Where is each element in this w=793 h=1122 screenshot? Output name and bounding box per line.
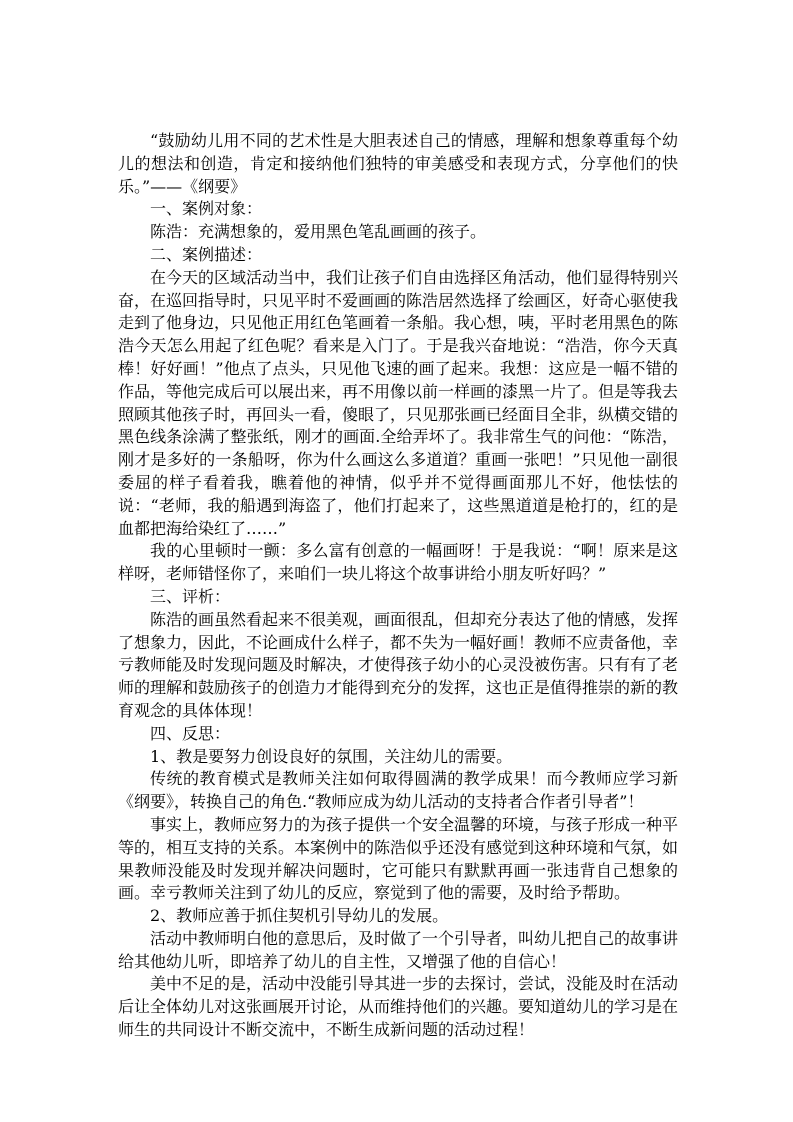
heading-analysis: 三、评析： <box>150 586 231 606</box>
heading-reflection: 四、反思： <box>150 723 231 743</box>
case-response-paragraph: 我的心里顿时一颤：多么富有创意的一幅画呀！于是我说：“啊！原来是这样呀，老师错怪你了，来咱们一块儿将这个故事讲给小朋友听好吗？” <box>118 541 678 584</box>
heading-case-subject: 一、案例对象： <box>150 199 263 219</box>
analysis-paragraph: 陈浩的画虽然看起来不很美观，画面很乱，但却充分表达了他的情感，发挥了想象力，因此，不论画成什么样子，都不失为一幅好画！教师不应责备他，幸亏教师能及时发现问题及时解决，才使得孩子幼小的心灵没被伤害。只有有了老师的理解和鼓励孩子的创造力才能得到充分的发挥，这也正是值得推崇的新的教育观念的具体体现！ <box>118 609 679 720</box>
reflection-paragraph: 事实上，教师应努力的为孩子提供一个安全温馨的环境，与孩子形成一种平等的，相互支持的关系。本案例中的陈浩似乎还没有感觉到这种环境和气氛，如果教师没能及时发现并解决问题时，它可能只有默默再画一张违背自己想象的画。幸亏教师关注到了幼儿的反应，察觉到了他的需要，及时给予帮助。 <box>118 814 679 903</box>
quote-paragraph: “鼓励幼儿用不同的艺术性是大胆表述自己的情感，理解和想象尊重每个幼儿的想法和创造，肯定和接纳他们独特的审美感受和表现方式，分享他们的快乐。”——《纲要》 <box>118 131 678 196</box>
reflection-paragraph: 活动中教师明白他的意思后，及时做了一个引导者，叫幼儿把自己的故事讲给其他幼儿听，即培养了幼儿的自主性，又增强了他的自信心！ <box>118 928 679 971</box>
document-body <box>118 130 678 1042</box>
reflection-point-1: 1、教是要努力创设良好的氛围，关注幼儿的需要。 <box>150 746 513 766</box>
heading-case-description: 二、案例描述： <box>150 244 263 264</box>
reflection-point-2: 2、教师应善于抓住契机引导幼儿的发展。 <box>150 906 449 926</box>
reflection-paragraph: 传统的教育模式是教师关注如何取得圆满的教学成果！而今教师应学习新《纲要》，转换自己的角色.“教师应成为幼儿活动的支持者合作者引导者”！ <box>118 769 678 812</box>
case-subject-paragraph: 陈浩：充满想象的，爱用黑色笔乱画画的孩子。 <box>150 222 487 242</box>
reflection-paragraph: 美中不足的是，活动中没能引导其进一步的去探讨，尝试，没能及时在活动后让全体幼儿对这张画展开讨论，从而维持他们的兴趣。要知道幼儿的学习是在师生的共同设计不断交流中，不断生成新问题的活动过程！ <box>118 974 679 1040</box>
case-description-paragraph: 在今天的区域活动当中，我们让孩子们自由选择区角活动，他们显得特别兴奋，在巡回指导时，只见平时不爱画画的陈浩居然选择了绘画区，好奇心驱使我走到了他身边，只见他正用红色笔画着一条船。我心想，咦，平时老用黑色的陈浩今天怎么用起了红色呢？看来是入门了。于是我兴奋地说：“浩浩，你今天真棒！好好画！”他点了点头，只见他飞速的画了起来。我想：这应是一幅不错的作品，等他完成后可以展出来，再不用像以前一样画的漆黑一片了。但是等我去照顾其他孩子时，再回头一看，傻眼了，只见那张画已经面目全非，纵横交错的黑色线条涂满了整张纸，刚才的画面.全给弄坏了。我非常生气的问他：“陈浩，刚才是多好的一条船呀，你为什么画这么多道道？重画一张吧！”只见他一副很委屈的样子看着我，瞧着他的神情，似乎并不觉得画面那儿不好，他怯怯的说：“老师，我的船遇到海盗了，他们打起来了，这些黑道道是枪打的，红的是血都把海给染红了……” <box>118 267 679 538</box>
